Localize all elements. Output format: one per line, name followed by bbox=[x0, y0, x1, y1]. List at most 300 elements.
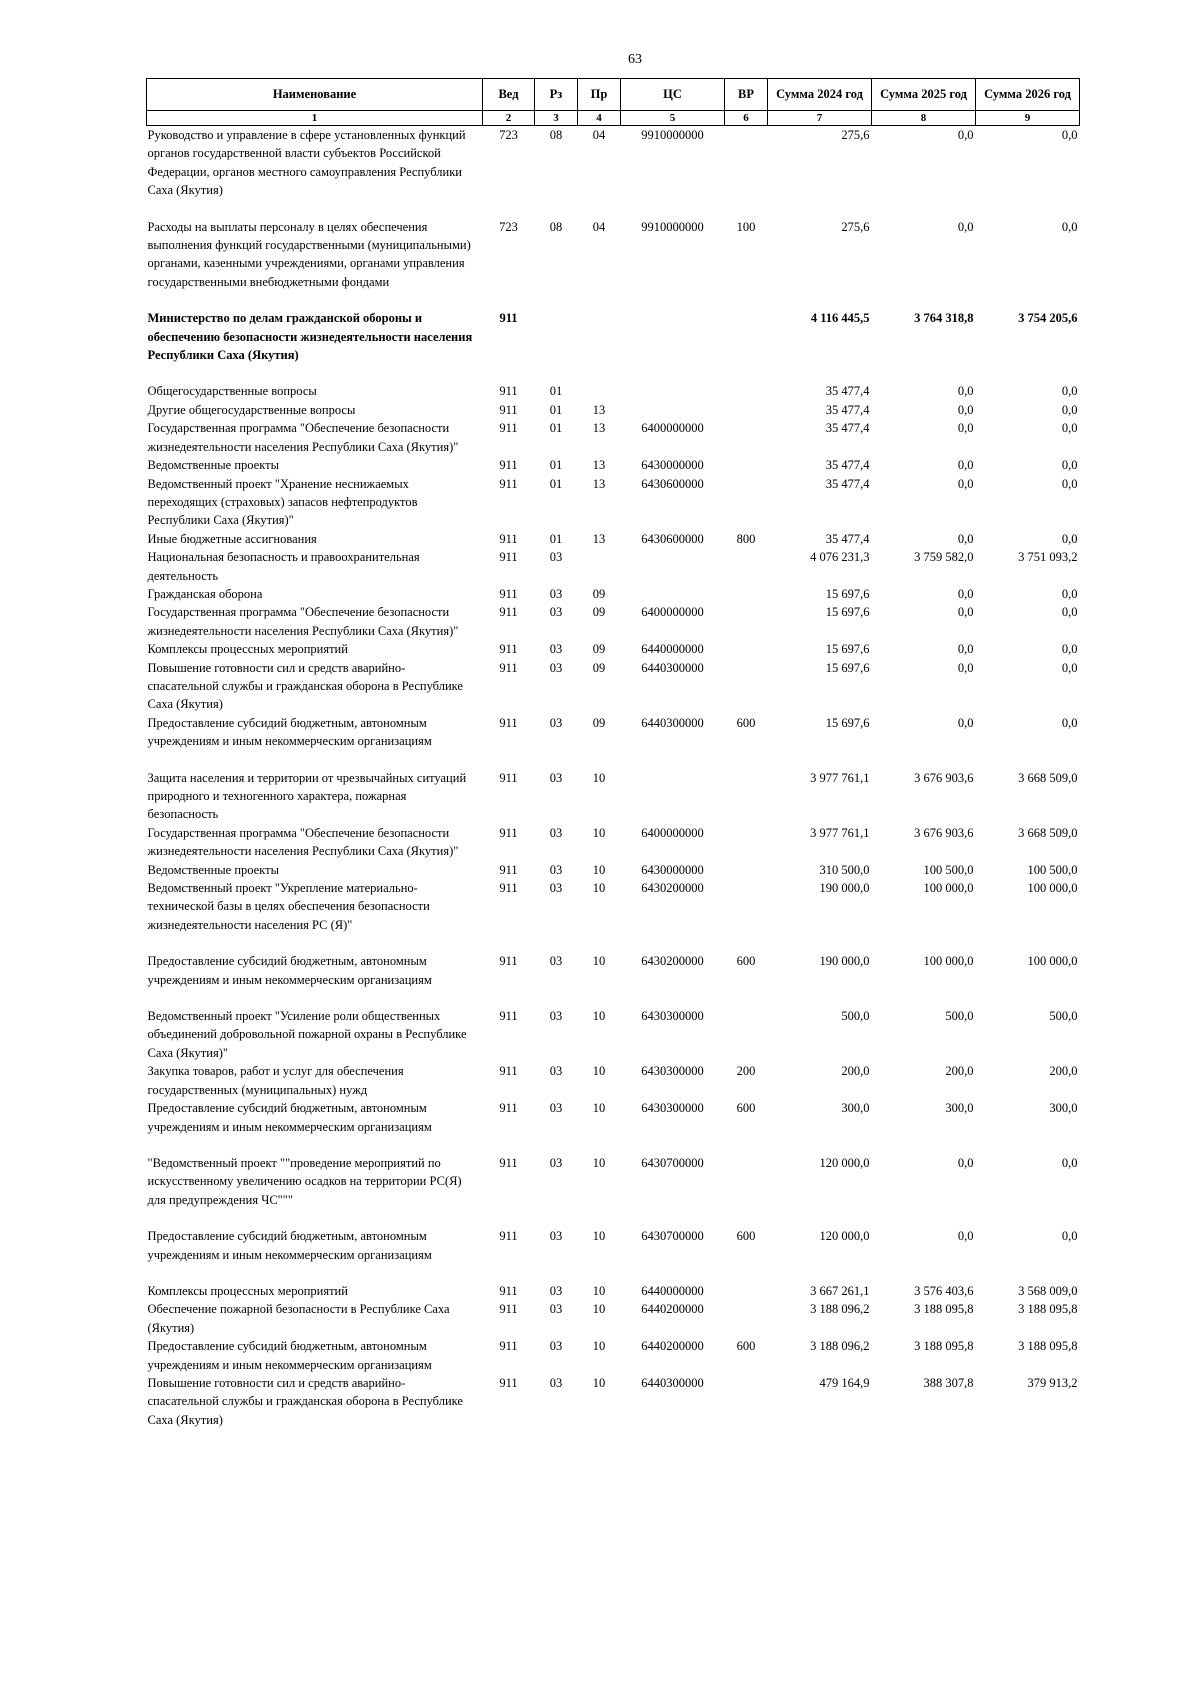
row-sum-2025: 100 000,0 bbox=[923, 954, 974, 969]
column-index: 7 bbox=[768, 111, 872, 126]
row-name: Обеспечение пожарной безопасности в Республике Саха (Якутия) bbox=[147, 1302, 450, 1335]
row-rz: 01 bbox=[549, 402, 563, 417]
row-sum-2026: 0,0 bbox=[1061, 1229, 1078, 1244]
row-name: Иные бюджетные ассигнования bbox=[147, 531, 317, 546]
row-cs: 6430300000 bbox=[641, 1101, 704, 1116]
row-sum-2024: 275,6 bbox=[841, 128, 870, 142]
row-ved: 911 bbox=[499, 1101, 518, 1116]
row-name: "Ведомственный проект ""проведение мероприятий по искусственному увеличению осадков на территории РС(Я) для предупреждения ЧС""" bbox=[147, 1155, 462, 1207]
row-vr bbox=[725, 1374, 768, 1447]
table-row bbox=[147, 309, 1080, 382]
row-ved: 911 bbox=[499, 1064, 518, 1079]
row-ved: 911 bbox=[499, 1302, 518, 1317]
row-sum-2024: 35 477,4 bbox=[825, 476, 870, 491]
row-cs: 6400000000 bbox=[641, 605, 704, 620]
table-row bbox=[147, 1154, 1080, 1227]
row-sum-2026: 0,0 bbox=[1061, 128, 1078, 142]
row-sum-2026: 500,0 bbox=[1049, 1009, 1078, 1024]
row-ved: 911 bbox=[499, 660, 518, 675]
row-rz: 03 bbox=[549, 881, 563, 896]
table-row bbox=[147, 382, 1080, 400]
row-pr: 04 bbox=[592, 219, 606, 234]
row-sum-2024: 275,6 bbox=[841, 219, 870, 234]
row-sum-2024: 35 477,4 bbox=[825, 421, 870, 436]
row-pr: 09 bbox=[592, 660, 606, 675]
table-row bbox=[147, 1282, 1080, 1300]
row-sum-2025: 0,0 bbox=[957, 1229, 974, 1244]
row-rz: 01 bbox=[549, 458, 563, 473]
table-row bbox=[147, 1337, 1080, 1374]
row-name: Национальная безопасность и правоохранительная деятельность bbox=[147, 550, 420, 583]
row-sum-2024: 200,0 bbox=[841, 1064, 870, 1079]
row-sum-2025: 0,0 bbox=[957, 586, 974, 601]
row-cs: 6430300000 bbox=[641, 1009, 704, 1024]
table-row bbox=[147, 659, 1080, 714]
row-ved: 911 bbox=[499, 531, 518, 546]
row-pr: 10 bbox=[592, 881, 606, 896]
column-index: 1 bbox=[147, 111, 483, 126]
row-sum-2024: 3 977 761,1 bbox=[810, 825, 870, 840]
row-name: Комплексы процессных мероприятий bbox=[147, 1283, 348, 1298]
row-sum-2026: 0,0 bbox=[1061, 384, 1078, 399]
row-sum-2024: 190 000,0 bbox=[819, 954, 870, 969]
row-sum-2024: 15 697,6 bbox=[825, 605, 870, 620]
row-vr bbox=[725, 1300, 768, 1337]
row-sum-2024: 35 477,4 bbox=[825, 458, 870, 473]
row-vr bbox=[725, 879, 768, 952]
column-index: 9 bbox=[976, 111, 1080, 126]
row-sum-2026: 3 668 509,0 bbox=[1018, 770, 1078, 785]
table-row bbox=[147, 1227, 1080, 1282]
column-index: 3 bbox=[535, 111, 578, 126]
row-ved: 911 bbox=[499, 642, 518, 657]
row-ved: 911 bbox=[499, 954, 518, 969]
row-name: Ведомственный проект "Хранение неснижаемых переходящих (страховых) запасов нефтепродуктов Республики Саха (Якутия)" bbox=[147, 476, 418, 528]
row-sum-2026: 300,0 bbox=[1049, 1101, 1078, 1116]
row-cs: 6430000000 bbox=[641, 458, 704, 473]
header-vr: ВР bbox=[725, 79, 768, 111]
table-row bbox=[147, 714, 1080, 769]
row-sum-2026: 100 000,0 bbox=[1027, 881, 1078, 896]
row-name: Ведомственные проекты bbox=[147, 862, 280, 877]
row-rz: 03 bbox=[549, 1064, 563, 1079]
row-rz: 08 bbox=[549, 128, 563, 142]
row-name: Комплексы процессных мероприятий bbox=[147, 642, 348, 657]
row-sum-2024: 190 000,0 bbox=[819, 881, 870, 896]
row-ved: 911 bbox=[499, 1375, 518, 1390]
row-sum-2024: 35 477,4 bbox=[825, 531, 870, 546]
table-body bbox=[147, 126, 1080, 1448]
row-rz: 03 bbox=[549, 660, 563, 675]
table-row bbox=[147, 640, 1080, 658]
row-vr bbox=[725, 861, 768, 879]
table-row bbox=[147, 603, 1080, 640]
table-row bbox=[147, 1062, 1080, 1099]
budget-table bbox=[146, 78, 1080, 1447]
table-row bbox=[147, 824, 1080, 861]
row-ved: 911 bbox=[499, 1339, 518, 1354]
row-rz: 03 bbox=[549, 1283, 563, 1298]
table-row bbox=[147, 585, 1080, 603]
row-sum-2024: 15 697,6 bbox=[825, 642, 870, 657]
row-sum-2024: 300,0 bbox=[841, 1101, 870, 1116]
row-vr bbox=[725, 659, 768, 714]
row-pr: 10 bbox=[592, 1339, 606, 1354]
column-index: 2 bbox=[483, 111, 535, 126]
header-rz: Рз bbox=[535, 79, 578, 111]
row-ved: 911 bbox=[499, 1009, 518, 1024]
row-name: Ведомственный проект "Укрепление материально-технической базы в целях обеспечения безопасности жизнедеятельности населения РС (Я)" bbox=[147, 881, 430, 932]
row-sum-2024: 3 188 096,2 bbox=[810, 1302, 870, 1317]
column-index: 6 bbox=[725, 111, 768, 126]
row-sum-2026: 0,0 bbox=[1061, 476, 1078, 491]
table-row bbox=[147, 1007, 1080, 1062]
header-cs: ЦС bbox=[621, 79, 725, 111]
row-rz: 03 bbox=[549, 1339, 563, 1354]
row-sum-2025: 0,0 bbox=[957, 402, 974, 417]
table-row bbox=[147, 126, 1080, 218]
row-ved: 911 bbox=[499, 421, 518, 436]
row-sum-2025: 388 307,8 bbox=[923, 1375, 974, 1390]
row-pr: 10 bbox=[592, 1101, 606, 1116]
row-sum-2026: 0,0 bbox=[1061, 1155, 1078, 1170]
row-ved: 911 bbox=[499, 458, 518, 473]
row-pr bbox=[578, 382, 621, 400]
row-sum-2026: 0,0 bbox=[1061, 458, 1078, 473]
row-sum-2025: 0,0 bbox=[957, 458, 974, 473]
row-name: Предоставление субсидий бюджетным, автономным учреждениям и иным некоммерческим организациям bbox=[147, 1229, 432, 1262]
row-sum-2025: 0,0 bbox=[957, 715, 974, 730]
row-sum-2024: 3 667 261,1 bbox=[810, 1283, 870, 1298]
row-rz: 03 bbox=[549, 954, 563, 969]
table-row bbox=[147, 419, 1080, 456]
table-row bbox=[147, 475, 1080, 530]
row-sum-2026: 3 188 095,8 bbox=[1018, 1302, 1078, 1317]
row-pr: 10 bbox=[592, 1009, 606, 1024]
row-pr: 10 bbox=[592, 954, 606, 969]
row-sum-2025: 500,0 bbox=[945, 1009, 974, 1024]
row-sum-2025: 0,0 bbox=[957, 219, 974, 234]
row-rz: 03 bbox=[549, 1302, 563, 1317]
row-ved: 911 bbox=[499, 605, 518, 620]
row-vr bbox=[725, 401, 768, 419]
row-ved: 723 bbox=[499, 219, 518, 234]
row-sum-2026: 0,0 bbox=[1061, 586, 1078, 601]
header-name: Наименование bbox=[147, 79, 483, 111]
row-vr: 800 bbox=[736, 531, 756, 546]
row-vr bbox=[725, 126, 768, 218]
row-cs: 6440000000 bbox=[641, 1283, 704, 1298]
table-row bbox=[147, 218, 1080, 310]
row-rz: 03 bbox=[549, 1155, 563, 1170]
row-sum-2025: 0,0 bbox=[957, 1155, 974, 1170]
row-sum-2024: 500,0 bbox=[841, 1009, 870, 1024]
row-cs: 6430700000 bbox=[641, 1229, 704, 1244]
row-name: Государственная программа "Обеспечение безопасности жизнедеятельности населения Республики Саха (Якутия)" bbox=[147, 605, 459, 638]
table-row bbox=[147, 769, 1080, 824]
row-name: Предоставление субсидий бюджетным, автономным учреждениям и иным некоммерческим организациям bbox=[147, 954, 432, 987]
row-cs: 6440300000 bbox=[641, 715, 704, 730]
row-sum-2024: 15 697,6 bbox=[825, 660, 870, 675]
row-vr: 600 bbox=[736, 715, 756, 730]
row-cs: 6400000000 bbox=[641, 421, 704, 436]
row-sum-2026: 3 754 205,6 bbox=[1018, 311, 1078, 326]
table-row bbox=[147, 1374, 1080, 1447]
row-rz: 08 bbox=[549, 219, 563, 234]
row-pr: 13 bbox=[592, 531, 606, 546]
row-cs: 6430000000 bbox=[641, 862, 704, 877]
row-sum-2025: 200,0 bbox=[945, 1064, 974, 1079]
row-ved: 911 bbox=[499, 825, 518, 840]
row-name: Государственная программа "Обеспечение безопасности жизнедеятельности населения Республики Саха (Якутия)" bbox=[147, 421, 459, 454]
row-rz: 03 bbox=[549, 825, 563, 840]
row-vr bbox=[725, 1154, 768, 1227]
row-cs: 6430700000 bbox=[641, 1155, 704, 1170]
row-ved: 911 bbox=[499, 1283, 518, 1298]
row-rz: 03 bbox=[549, 1375, 563, 1390]
row-sum-2026: 100 000,0 bbox=[1027, 954, 1078, 969]
table-row bbox=[147, 1300, 1080, 1337]
row-name: Повышение готовности сил и средств аварийно-спасательной службы и гражданская оборона в Республике Саха (Якутия) bbox=[147, 1375, 463, 1427]
column-index: 5 bbox=[621, 111, 725, 126]
row-vr: 100 bbox=[736, 219, 756, 234]
row-sum-2025: 0,0 bbox=[957, 531, 974, 546]
row-cs bbox=[621, 585, 725, 603]
row-vr bbox=[725, 475, 768, 530]
row-cs: 6440200000 bbox=[641, 1302, 704, 1317]
row-ved: 911 bbox=[499, 586, 518, 601]
row-pr bbox=[578, 309, 621, 382]
row-name: Государственная программа "Обеспечение безопасности жизнедеятельности населения Республики Саха (Якутия)" bbox=[147, 825, 459, 859]
row-name: Закупка товаров, работ и услуг для обеспечения государственных (муниципальных) нужд bbox=[147, 1064, 404, 1097]
row-sum-2025: 0,0 bbox=[957, 660, 974, 675]
row-cs: 9910000000 bbox=[641, 219, 704, 234]
row-ved: 911 bbox=[499, 770, 518, 785]
row-sum-2026: 200,0 bbox=[1049, 1064, 1078, 1079]
row-rz bbox=[535, 309, 578, 382]
row-vr bbox=[725, 309, 768, 382]
row-sum-2025: 3 188 095,8 bbox=[914, 1302, 974, 1317]
row-vr bbox=[725, 1282, 768, 1300]
row-cs bbox=[621, 548, 725, 585]
row-rz: 03 bbox=[549, 642, 563, 657]
row-cs bbox=[621, 769, 725, 824]
row-vr bbox=[725, 769, 768, 824]
header-sum-2026: Сумма 2026 год bbox=[976, 79, 1080, 111]
row-cs bbox=[621, 401, 725, 419]
row-sum-2024: 15 697,6 bbox=[825, 715, 870, 730]
row-rz: 03 bbox=[549, 605, 563, 620]
row-pr: 10 bbox=[592, 862, 606, 877]
row-ved: 911 bbox=[499, 550, 518, 565]
row-sum-2025: 3 576 403,6 bbox=[914, 1283, 974, 1298]
row-ved: 911 bbox=[499, 311, 518, 326]
header-sum-2025: Сумма 2025 год bbox=[872, 79, 976, 111]
row-pr: 13 bbox=[592, 476, 606, 491]
row-rz: 01 bbox=[549, 421, 563, 436]
row-vr: 600 bbox=[736, 1339, 756, 1354]
row-cs bbox=[621, 309, 725, 382]
row-rz: 03 bbox=[549, 1229, 563, 1244]
row-sum-2026: 0,0 bbox=[1061, 421, 1078, 436]
row-rz: 03 bbox=[549, 586, 563, 601]
row-pr bbox=[578, 548, 621, 585]
row-pr: 10 bbox=[592, 1302, 606, 1317]
header-pr: Пр bbox=[578, 79, 621, 111]
table-row bbox=[147, 530, 1080, 548]
row-sum-2024: 479 164,9 bbox=[819, 1375, 870, 1390]
row-name: Другие общегосударственные вопросы bbox=[147, 402, 356, 417]
row-rz: 01 bbox=[549, 476, 563, 491]
row-vr bbox=[725, 382, 768, 400]
row-cs: 6440300000 bbox=[641, 660, 704, 675]
row-rz: 01 bbox=[549, 384, 563, 399]
row-vr bbox=[725, 585, 768, 603]
row-pr: 04 bbox=[592, 128, 606, 142]
row-ved: 911 bbox=[499, 402, 518, 417]
row-cs: 6440200000 bbox=[641, 1339, 704, 1354]
column-index: 4 bbox=[578, 111, 621, 126]
row-sum-2025: 0,0 bbox=[957, 605, 974, 620]
row-name: Общегосударственные вопросы bbox=[147, 384, 317, 399]
row-cs: 6430200000 bbox=[641, 881, 704, 896]
row-name: Предоставление субсидий бюджетным, автономным учреждениям и иным некоммерческим организациям bbox=[147, 715, 432, 749]
row-pr: 10 bbox=[592, 1155, 606, 1170]
row-sum-2025: 100 000,0 bbox=[923, 881, 974, 896]
row-ved: 911 bbox=[499, 862, 518, 877]
row-sum-2026: 0,0 bbox=[1061, 219, 1078, 234]
row-pr: 10 bbox=[592, 1375, 606, 1390]
row-cs: 9910000000 bbox=[641, 128, 704, 142]
row-vr bbox=[725, 1007, 768, 1062]
row-pr: 09 bbox=[592, 642, 606, 657]
row-sum-2024: 310 500,0 bbox=[819, 862, 870, 877]
row-sum-2026: 3 668 509,0 bbox=[1018, 825, 1078, 840]
row-rz: 03 bbox=[549, 770, 563, 785]
row-name: Предоставление субсидий бюджетным, автономным учреждениям и иным некоммерческим организациям bbox=[147, 1339, 432, 1372]
row-name: Гражданская оборона bbox=[147, 586, 263, 601]
row-sum-2025: 3 676 903,6 bbox=[914, 770, 974, 785]
column-index-row bbox=[147, 111, 1080, 126]
row-sum-2026: 3 751 093,2 bbox=[1018, 550, 1078, 565]
row-sum-2025: 3 759 582,0 bbox=[914, 550, 974, 565]
row-cs bbox=[621, 382, 725, 400]
table-row bbox=[147, 861, 1080, 879]
table-row bbox=[147, 401, 1080, 419]
row-pr: 10 bbox=[592, 1283, 606, 1298]
row-vr: 600 bbox=[736, 1101, 756, 1116]
row-pr: 09 bbox=[592, 605, 606, 620]
row-ved: 911 bbox=[499, 881, 518, 896]
table-row bbox=[147, 879, 1080, 952]
table-row bbox=[147, 1099, 1080, 1154]
row-cs: 6440000000 bbox=[641, 642, 704, 657]
row-sum-2026: 0,0 bbox=[1061, 642, 1078, 657]
row-sum-2026: 3 568 009,0 bbox=[1018, 1283, 1078, 1298]
row-vr: 600 bbox=[736, 954, 756, 969]
row-name: Руководство и управление в сфере установленных функций органов государственной власти субъектов Российской Федерации, органов местного самоуправления Республики Саха (Якутия) bbox=[147, 128, 466, 198]
row-sum-2026: 100 500,0 bbox=[1027, 862, 1078, 877]
row-cs: 6430200000 bbox=[641, 954, 704, 969]
row-pr: 13 bbox=[592, 458, 606, 473]
header-ved: Вед bbox=[483, 79, 535, 111]
row-name: Предоставление субсидий бюджетным, автономным учреждениям и иным некоммерческим организациям bbox=[147, 1101, 432, 1134]
row-sum-2024: 120 000,0 bbox=[819, 1155, 870, 1170]
row-vr: 200 bbox=[736, 1064, 756, 1079]
table-row bbox=[147, 456, 1080, 474]
row-name: Расходы на выплаты персоналу в целях обеспечения выполнения функций государственными (муниципальными) органами, казенными учреждениями, органами управления государственными внебюджетными фондами bbox=[147, 219, 471, 289]
row-ved: 911 bbox=[499, 1155, 518, 1170]
row-rz: 03 bbox=[549, 862, 563, 877]
row-rz: 03 bbox=[549, 1101, 563, 1116]
table-row bbox=[147, 548, 1080, 585]
row-sum-2025: 3 676 903,6 bbox=[914, 825, 974, 840]
row-cs: 6430300000 bbox=[641, 1064, 704, 1079]
header-sum-2024: Сумма 2024 год bbox=[768, 79, 872, 111]
row-pr: 10 bbox=[592, 825, 606, 840]
row-sum-2026: 0,0 bbox=[1061, 402, 1078, 417]
row-ved: 911 bbox=[499, 384, 518, 399]
row-ved: 911 bbox=[499, 1229, 518, 1244]
row-vr: 600 bbox=[736, 1229, 756, 1244]
row-sum-2024: 4 076 231,3 bbox=[810, 550, 870, 565]
row-rz: 01 bbox=[549, 531, 563, 546]
row-pr: 13 bbox=[592, 421, 606, 436]
row-name: Повышение готовности сил и средств аварийно-спасательной службы и гражданская оборона в Республике Саха (Якутия) bbox=[147, 660, 463, 712]
row-sum-2025: 0,0 bbox=[957, 642, 974, 657]
row-sum-2024: 120 000,0 bbox=[819, 1229, 870, 1244]
row-ved: 723 bbox=[499, 128, 518, 142]
row-sum-2024: 3 977 761,1 bbox=[810, 770, 870, 785]
row-name: Ведомственный проект "Усиление роли общественных объединений добровольной пожарной охраны в Республике Саха (Якутия)" bbox=[147, 1009, 467, 1060]
row-sum-2024: 35 477,4 bbox=[825, 384, 870, 399]
row-sum-2024: 15 697,6 bbox=[825, 586, 870, 601]
page-number: 63 bbox=[628, 52, 642, 67]
row-sum-2025: 0,0 bbox=[957, 476, 974, 491]
row-sum-2026: 0,0 bbox=[1061, 531, 1078, 546]
row-sum-2025: 300,0 bbox=[945, 1101, 974, 1116]
row-vr bbox=[725, 419, 768, 456]
row-vr bbox=[725, 640, 768, 658]
row-sum-2025: 3 764 318,8 bbox=[914, 311, 974, 326]
row-pr: 09 bbox=[592, 586, 606, 601]
column-index: 8 bbox=[872, 111, 976, 126]
row-sum-2024: 35 477,4 bbox=[825, 402, 870, 417]
row-sum-2025: 0,0 bbox=[957, 128, 974, 142]
row-name: Ведомственные проекты bbox=[147, 458, 280, 473]
row-cs: 6430600000 bbox=[641, 476, 704, 491]
row-sum-2024: 4 116 445,5 bbox=[810, 311, 870, 326]
row-pr: 09 bbox=[592, 715, 606, 730]
row-sum-2026: 0,0 bbox=[1061, 605, 1078, 620]
row-pr: 10 bbox=[592, 1064, 606, 1079]
row-rz: 03 bbox=[549, 715, 563, 730]
header-row bbox=[147, 79, 1080, 111]
row-rz: 03 bbox=[549, 550, 563, 565]
row-pr: 10 bbox=[592, 770, 606, 785]
row-cs: 6430600000 bbox=[641, 531, 704, 546]
row-name: Защита населения и территории от чрезвычайных ситуаций природного и техногенного характера, пожарная безопасность bbox=[147, 770, 467, 822]
row-sum-2025: 3 188 095,8 bbox=[914, 1339, 974, 1354]
table-row bbox=[147, 952, 1080, 1007]
row-vr bbox=[725, 548, 768, 585]
row-sum-2025: 0,0 bbox=[957, 384, 974, 399]
row-sum-2026: 0,0 bbox=[1061, 660, 1078, 675]
row-rz: 03 bbox=[549, 1009, 563, 1024]
row-sum-2026: 0,0 bbox=[1061, 715, 1078, 730]
row-ved: 911 bbox=[499, 476, 518, 491]
row-ved: 911 bbox=[499, 715, 518, 730]
